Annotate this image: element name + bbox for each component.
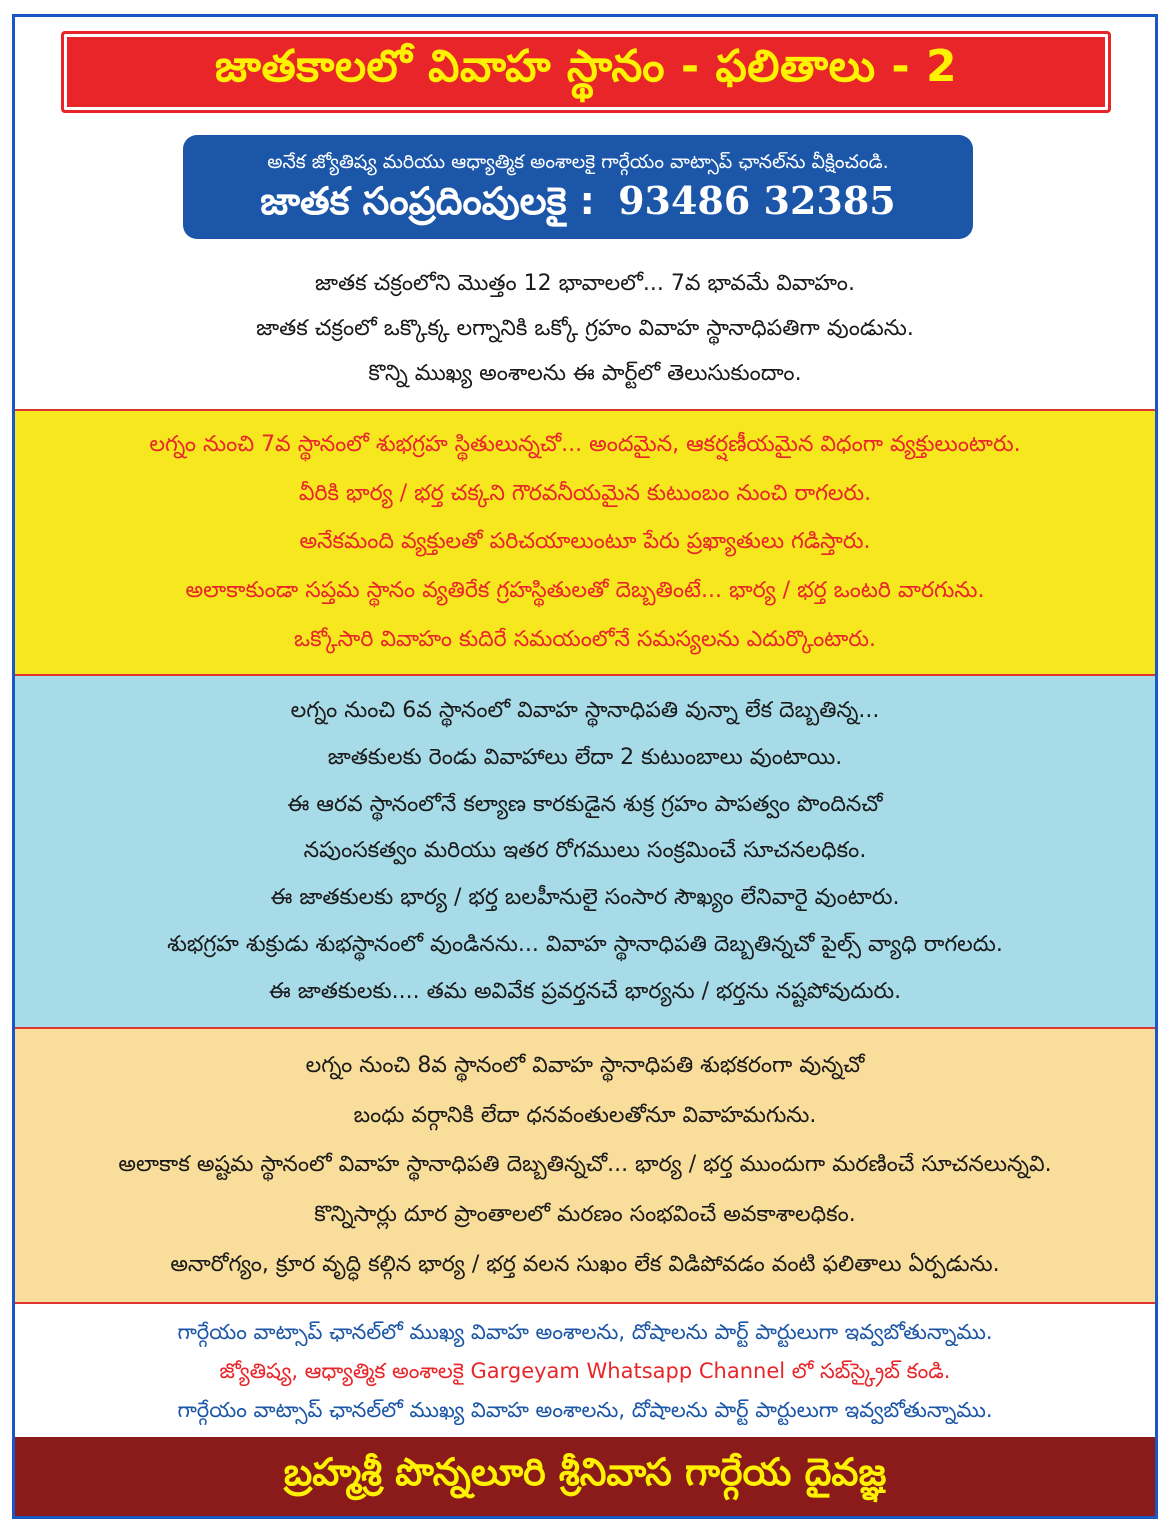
author-footer	[15, 1437, 1155, 1516]
title-banner	[61, 31, 1111, 113]
section-line: కొన్నిసార్లు దూర ప్రాంతాలలో మరణం సంభవించే అవకాశాలధికం.	[314, 1202, 856, 1228]
page-title: జాతకాలలో వివాహ స్థానం - ఫలితాలు - 2	[214, 41, 958, 92]
section-line: అనారోగ్యం, క్రూర వృద్ధి కల్గిన భార్య / భర్త వలన సుఖం లేక విడిపోవడం వంటి ఫలితాలు ఏర్పడును.	[170, 1252, 1000, 1278]
channel-note-line: గార్గేయం వాట్సాప్ ఛానల్‌లో ముఖ్య వివాహ అంశాలను, దోషాలను పార్ట్ పార్టులుగా ఇవ్వబోతున్నాము.	[177, 1319, 993, 1344]
section-line: ఈ జాతకులకు భార్య / భర్త బలహీనులై సంసార సౌఖ్యం లేనివారై వుంటారు.	[270, 885, 900, 911]
section-line: లగ్నం నుంచి 6వ స్థానంలో వివాహ స్థానాధిపతి వున్నా లేక దెబ్బతిన్న...	[290, 698, 880, 724]
poster-frame	[12, 14, 1158, 1519]
section-line: లగ్నం నుంచి 8వ స్థానంలో వివాహ స్థానాధిపతి శుభకరంగా వున్నచో	[305, 1052, 865, 1078]
intro-line: కొన్ని ముఖ్య అంశాలను ఈ పార్ట్‌లో తెలుసుకుందాం.	[368, 361, 802, 387]
channel-note: అనేక జ్యోతిష్య మరియు ఆధ్యాత్మిక అంశాలకై గార్గేయం వాట్సాప్ ఛానల్‌ను వీక్షించండి.	[267, 151, 889, 173]
section-line: బంధు వర్గానికి లేదా ధనవంతులతోనూ వివాహమగును.	[353, 1102, 817, 1128]
channel-note-line: గార్గేయం వాట్సాప్ ఛానల్‌లో ముఖ్య వివాహ అంశాలను, దోషాలను పార్ట్ పార్టులుగా ఇవ్వబోతున్నాము.	[177, 1397, 993, 1422]
section-line: లగ్నం నుంచి 7వ స్థానంలో శుభగ్రహ స్థితులున్నచో... అందమైన, ఆకర్షణీయమైన విధంగా వ్యక్తులుంటారు.	[149, 432, 1021, 458]
seventh-house-section	[15, 409, 1155, 674]
section-line: జాతకులకు రెండు వివాహాలు లేదా 2 కుటుంబాలు వుంటాయి.	[327, 745, 843, 771]
section-line: శుభగ్రహ శుక్రుడు శుభస్థానంలో వుండినను... వివాహ స్థానాధిపతి దెబ్బతిన్నచో పైల్స్ వ్యాధి రాగలదు.	[167, 931, 1003, 957]
section-line: అలాకాకుండా సప్తమ స్థానం వ్యతిరేక గ్రహస్థితులతో దెబ్బతింటే... భార్య / భర్త ఒంటరి వారగును.	[185, 578, 985, 604]
intro-line: జాతక చక్రంలో ఒక్కొక్క లగ్నానికి ఒక్కో గ్రహం వివాహ స్థానాధిపతిగా వుండును.	[256, 315, 914, 341]
section-line: వీరికి భార్య / భర్త చక్కని గౌరవనీయమైన కుటుంబం నుంచి రాగలరు.	[298, 480, 872, 506]
section-line: అలాకాక అష్టమ స్థానంలో వివాహ స్థానాధిపతి దెబ్బతిన్నచో... భార్య / భర్త ముందుగా మరణించే సూచనలున్నవి.	[118, 1152, 1052, 1178]
intro-line: జాతక చక్రంలోని మొత్తం 12 భావాలలో... 7వ భావమే వివాహం.	[315, 270, 855, 296]
consultation-line	[260, 176, 895, 226]
section-line: ఈ ఆరవ స్థానంలోనే కల్యాణ కారకుడైన శుక్ర గ్రహం పాపత్వం పొందినచో	[287, 791, 883, 817]
phone-number: 93486 32385	[618, 178, 896, 223]
author-name: బ్రహ్మశ్రీ పొన్నలూరి శ్రీనివాస గార్గేయ దైవజ్ఞ	[283, 1449, 887, 1494]
sixth-house-section	[15, 674, 1155, 1027]
eighth-house-section	[15, 1027, 1155, 1302]
section-line: అనేకమంది వ్యక్తులతో పరిచయాలుంటూ పేరు ప్రఖ్యాతులు గడిస్తారు.	[299, 529, 871, 555]
section-line: ఈ జాతకులకు.... తమ అవివేక ప్రవర్తనచే భార్యను / భర్తను నష్టపోవుదురు.	[268, 978, 902, 1004]
intro-section	[15, 249, 1155, 409]
section-line: నపుంసకత్వం మరియు ఇతర రోగములు సంక్రమించే సూచనలధికం.	[303, 838, 867, 864]
section-line: ఒక్కోసారి వివాహం కుదిరే సమయంలోనే సమస్యలను ఎదుర్కొంటారు.	[293, 626, 877, 652]
contact-banner	[183, 135, 973, 239]
channel-notes	[15, 1302, 1155, 1437]
consultation-label: జాతక సంప్రదింపులకై :	[260, 179, 595, 223]
subscribe-line: జ్యోతిష్య, ఆధ్యాత్మిక అంశాలకై Gargeyam Whatsapp Channel లో సబ్‌స్క్రైబ్ కండి.	[219, 1358, 951, 1383]
